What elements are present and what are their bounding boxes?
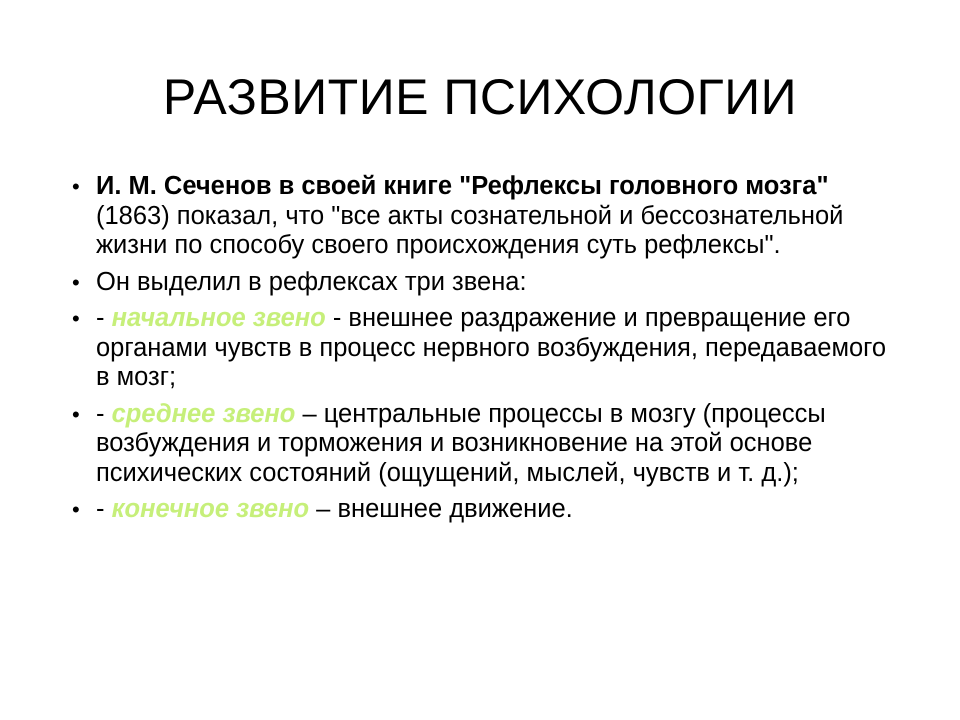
bullet-dot-icon: • [72, 497, 80, 522]
highlight-term: начальное звено [111, 304, 326, 332]
highlight-term: среднее звено [111, 399, 296, 428]
bullet-prefix: - [96, 495, 112, 523]
bullet-text: – внешнее движение. [309, 495, 573, 523]
bullet-text: - внешнее раздражение и превращение его органами чувств в процесс нервного возбуждения, передаваемого в мозг; [96, 304, 887, 391]
bullet-dot-icon: • [72, 306, 80, 331]
highlight-term: конечное звено [111, 495, 310, 523]
slide-title: РАЗВИТИЕ ПСИХОЛОГИИ [162, 69, 798, 125]
bullet-item-initial-link [72, 304, 902, 393]
bullet-text: (1863) показал, что "все акты сознательной и бессознательной жизни по способу своего происхождения суть рефлексы". [96, 201, 844, 259]
bullet-item-three-links [72, 268, 902, 298]
bullet-dot-icon: • [72, 269, 80, 295]
bullet-dot-icon: • [72, 174, 80, 199]
bullet-item-middle-link [72, 400, 902, 489]
bullet-dot-icon: • [72, 401, 80, 427]
bullet-prefix: - [96, 304, 112, 332]
bullet-text: Он выделил в рефлексах три звена: [96, 267, 527, 296]
bullet-list [72, 172, 902, 532]
bullet-prefix: - [96, 399, 112, 428]
bullet-bold-text: И. М. Сеченов в своей книге "Рефлексы головного мозга" [96, 172, 829, 200]
bullet-text: – центральные процессы в мозгу (процессы возбуждения и торможения и возникновение на этой основе психических состояний (ощущений, мыслей, чувств и т. д.); [96, 399, 826, 487]
bullet-item-final-link [72, 495, 902, 525]
bullet-item-sechenov [72, 172, 902, 261]
